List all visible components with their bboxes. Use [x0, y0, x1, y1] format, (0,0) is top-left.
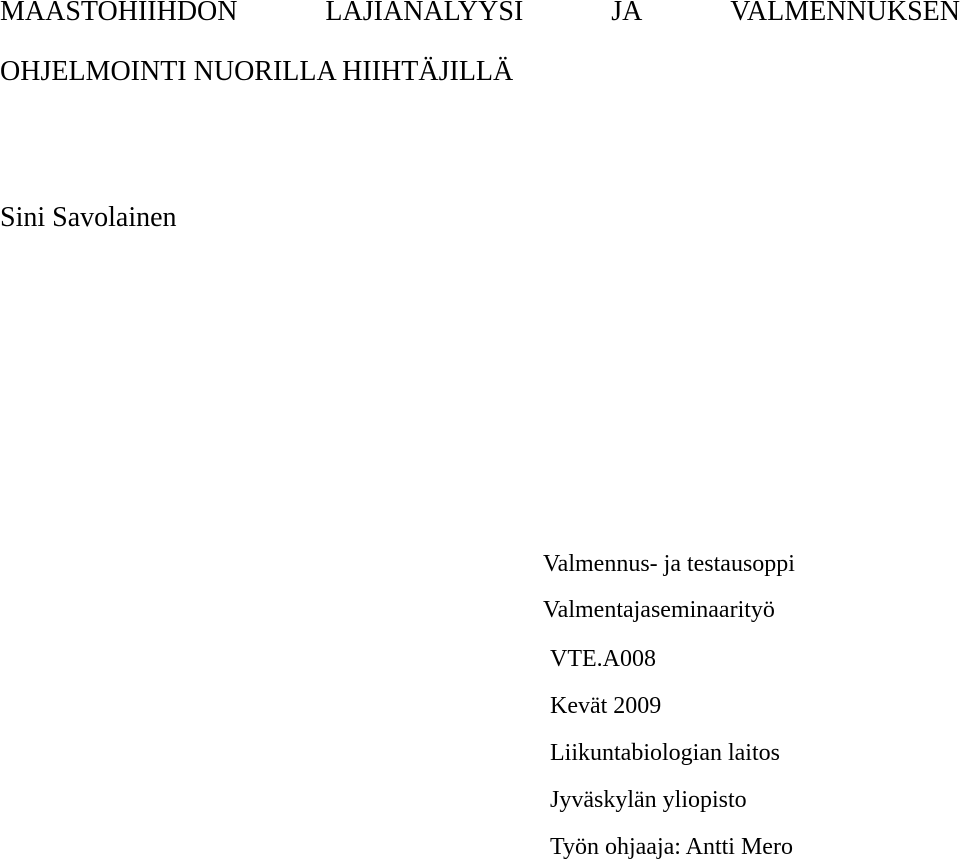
- term: Kevät 2009: [550, 693, 662, 719]
- title-word: VALMENNUKSEN: [730, 0, 960, 27]
- work-type: Valmentajaseminaarityö: [543, 597, 775, 623]
- title-word: LAJIANALYYSI: [325, 0, 524, 27]
- course-code: VTE.A008: [550, 646, 656, 672]
- department: Liikuntabiologian laitos: [550, 740, 780, 766]
- title-line-1: [0, 0, 960, 28]
- title-word: MAASTOHIIHDON: [0, 0, 238, 27]
- supervisor: Työn ohjaaja: Antti Mero: [550, 834, 793, 860]
- title-line-2: OHJELMOINTI NUORILLA HIIHTÄJILLÄ: [0, 56, 514, 87]
- author-name: Sini Savolainen: [0, 202, 177, 233]
- course-name: Valmennus- ja testausoppi: [543, 551, 795, 577]
- title-word: JA: [611, 0, 643, 27]
- university: Jyväskylän yliopisto: [550, 787, 747, 813]
